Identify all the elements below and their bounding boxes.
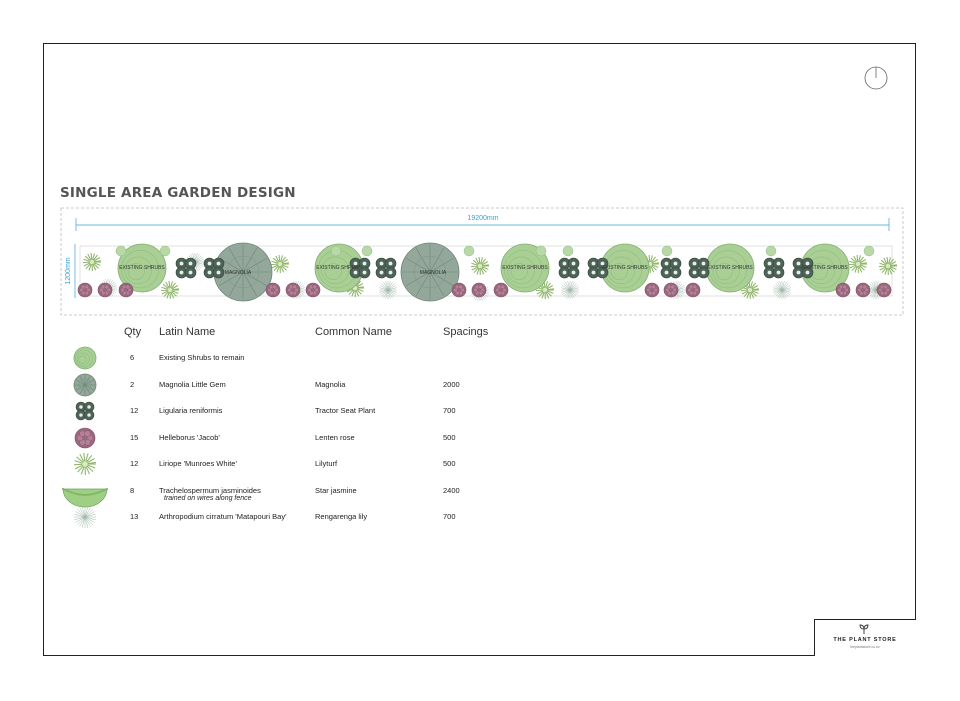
existing-shrubs-label: EXISTING SHRUBS — [602, 265, 648, 271]
width-dimension-label: 1200mm — [65, 257, 72, 285]
logo-block — [814, 619, 916, 656]
qty-cell: 12 — [130, 406, 139, 415]
latin-name-cell: Liriope 'Munroes White' — [159, 459, 237, 468]
climber-planting — [331, 246, 341, 256]
hellebore-icon — [266, 283, 280, 297]
hellebore-icon — [78, 283, 92, 297]
hellebore-icon — [98, 283, 112, 297]
length-dimension-label: 19200mm — [467, 215, 499, 222]
magnolia-label: MAGNOLIA — [419, 270, 447, 276]
climber-planting — [160, 246, 170, 256]
schedule-row — [0, 351, 960, 377]
existing-shrubs-label: EXISTING SHRUBS — [802, 265, 848, 271]
ligularia-icon — [176, 258, 196, 278]
schedule-symbol — [71, 371, 99, 399]
climber-planting — [864, 246, 874, 256]
qty-cell: 2 — [130, 380, 135, 389]
schedule-symbol — [71, 503, 99, 531]
existing-shrubs-label: EXISTING SHRUBS — [502, 265, 548, 271]
hellebore-icon — [286, 283, 300, 297]
spacing-cell: 500 — [443, 459, 456, 468]
schedule-row — [0, 431, 960, 457]
hellebore-icon — [877, 283, 891, 297]
header-latin-name: Latin Name — [159, 326, 216, 338]
header-qty: Qty — [124, 326, 142, 338]
liriope-icon — [161, 281, 179, 299]
climber-planting — [563, 246, 573, 256]
existing-shrubs-label: EXISTING SHRUBS — [119, 265, 165, 271]
existing-shrubs-label: EXISTING SHRUBS — [707, 265, 753, 271]
latin-name-cell: Magnolia Little Gem — [159, 380, 226, 389]
spacing-cell: 700 — [443, 512, 456, 521]
qty-cell: 12 — [130, 459, 139, 468]
latin-name-cell: Arthropodium cirratum 'Matapouri Bay' — [159, 512, 287, 521]
schedule-row — [0, 484, 960, 510]
arthropodium-icon — [74, 506, 96, 528]
ligularia-icon — [76, 402, 94, 420]
qty-cell: 8 — [130, 486, 135, 495]
page-title: SINGLE AREA GARDEN DESIGN — [60, 185, 296, 201]
latin-name-cell: Ligularia reniformis — [159, 406, 223, 415]
climber-planting — [766, 246, 776, 256]
hellebore-icon — [119, 283, 133, 297]
hellebore-icon — [494, 283, 508, 297]
hellebore-icon — [686, 283, 700, 297]
schedule-symbol — [71, 344, 99, 372]
magnolia-label: MAGNOLIA — [224, 270, 252, 276]
climber-planting — [362, 246, 372, 256]
schedule-row — [0, 457, 960, 483]
logo-url: theplantstore.co.nz — [850, 645, 880, 649]
spacing-cell: 2400 — [443, 486, 460, 495]
schedule-symbol — [71, 450, 99, 478]
header-spacings: Spacings — [443, 326, 489, 338]
common-name-cell: Magnolia — [315, 380, 346, 389]
common-name-cell: Tractor Seat Plant — [315, 406, 376, 415]
arthropodium-icon — [561, 281, 579, 299]
spacing-cell: 700 — [443, 406, 456, 415]
liriope-icon — [271, 255, 289, 273]
common-name-cell: Star jasmine — [315, 486, 357, 495]
qty-cell: 6 — [130, 353, 135, 362]
existing-shrub-icon — [74, 347, 96, 369]
latin-name-cell: Trachelospermum jasminoides — [159, 486, 261, 495]
schedule-row — [0, 510, 960, 536]
schedule-symbol — [71, 397, 99, 425]
spacing-cell: 2000 — [443, 380, 460, 389]
schedule-row — [0, 404, 960, 430]
liriope-icon — [471, 257, 489, 275]
schedule-row — [0, 378, 960, 404]
common-name-cell: Lenten rose — [315, 433, 355, 442]
climber-planting — [464, 246, 474, 256]
hellebore-icon — [836, 283, 850, 297]
logo-name: THE PLANT STORE — [833, 637, 897, 643]
common-name-cell: Lilyturf — [315, 459, 338, 468]
ligularia-icon — [376, 258, 396, 278]
latin-note: trained on wires along fence — [164, 495, 252, 502]
plant-store-logo-icon — [859, 623, 869, 635]
liriope-icon — [83, 253, 101, 271]
latin-name-cell: Helleborus 'Jacob' — [159, 433, 220, 442]
arthropodium-icon — [773, 281, 791, 299]
latin-name-cell: Existing Shrubs to remain — [159, 353, 245, 362]
magnolia-icon — [74, 374, 96, 396]
hellebore-icon — [645, 283, 659, 297]
schedule-symbol — [71, 424, 99, 452]
spacing-cell: 500 — [443, 433, 456, 442]
climber-planting — [536, 246, 546, 256]
hellebore-icon — [664, 283, 678, 297]
arthropodium-icon — [379, 281, 397, 299]
hellebore-icon — [452, 283, 466, 297]
liriope-icon — [74, 453, 96, 475]
existing-shrubs-label: EXISTING SHRUBS — [316, 265, 362, 271]
hellebore-icon — [75, 428, 95, 448]
climber-planting — [662, 246, 672, 256]
header-common-name: Common Name — [315, 326, 393, 338]
liriope-icon — [849, 255, 867, 273]
qty-cell: 15 — [130, 433, 139, 442]
qty-cell: 13 — [130, 512, 139, 521]
ligularia-icon — [661, 258, 681, 278]
hellebore-icon — [856, 283, 870, 297]
hellebore-icon — [472, 283, 486, 297]
common-name-cell: Rengarenga lily — [315, 512, 368, 521]
ligularia-icon — [689, 258, 709, 278]
ligularia-icon — [764, 258, 784, 278]
climber-planting — [116, 246, 126, 256]
ligularia-icon — [559, 258, 579, 278]
hellebore-icon — [306, 283, 320, 297]
liriope-icon — [879, 257, 897, 275]
